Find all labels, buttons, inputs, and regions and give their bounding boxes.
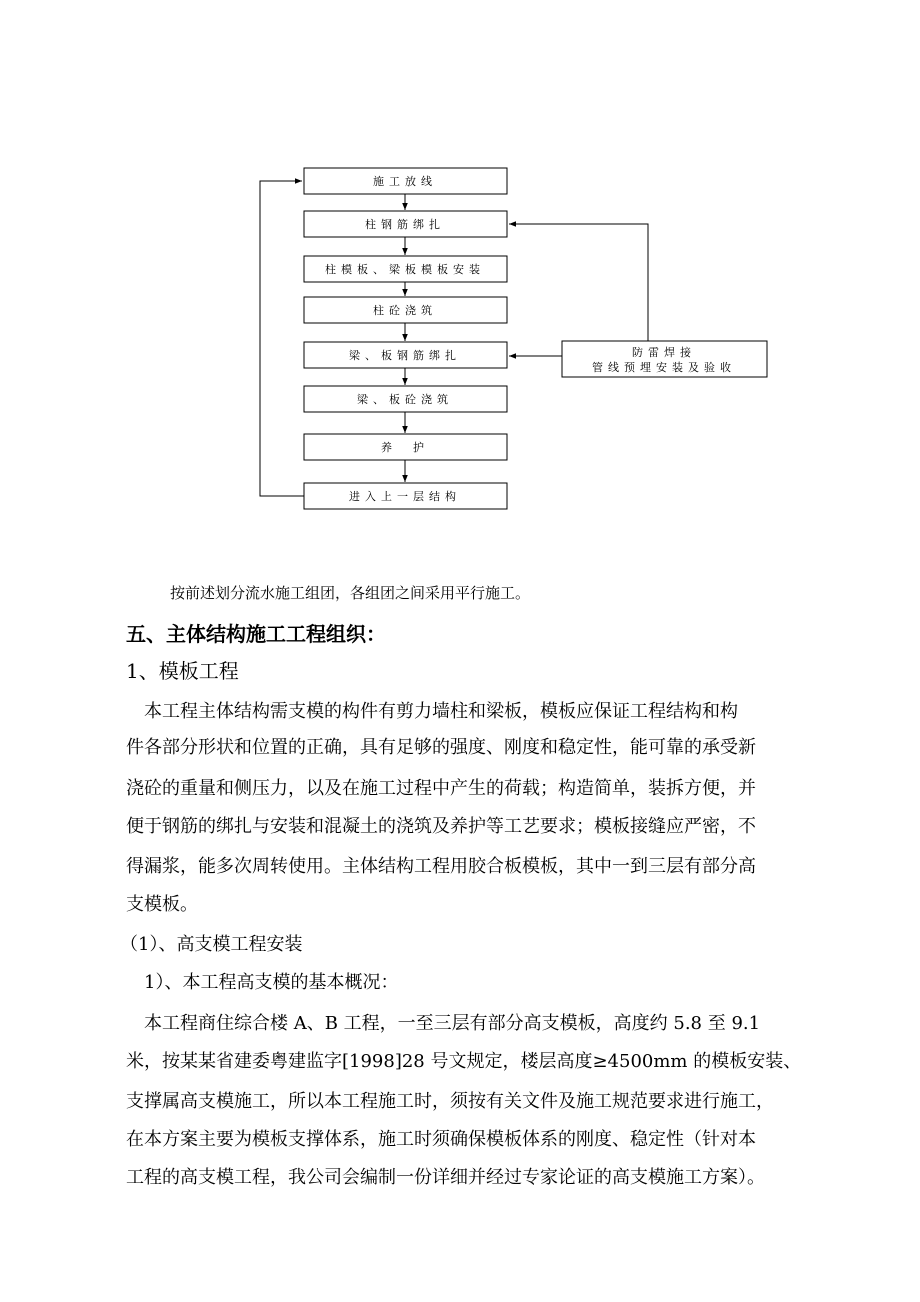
construction-flowchart — [0, 0, 920, 560]
paragraph-1-line-6: 支模板。 — [126, 894, 198, 915]
flowchart-caption: 按前述划分流水施工组团，各组团之间采用平行施工。 — [170, 584, 531, 602]
item-1-1-heading: 1）、本工程高支模的基本概况： — [126, 972, 399, 993]
flow-step-7 — [304, 434, 507, 460]
paragraph-2-line-2: 米，按某某省建委粤建监字[1998]28 号文规定，楼层高度≥4500mm 的模板安装、 — [126, 1051, 802, 1072]
paragraph-2-line-4: 在本方案主要为模板支撑体系，施工时须确保模板体系的刚度、稳定性（针对本 — [126, 1129, 756, 1150]
paragraph-2-line-3: 支撑属高支模施工，所以本工程施工时，须按有关文件及施工规范要求进行施工， — [126, 1091, 774, 1112]
paragraph-1-line-3: 浇砼的重量和侧压力，以及在施工过程中产生的荷载；构造简单，装拆方便，并 — [126, 778, 756, 799]
flow-step-3-label: 柱模板、梁板模板安装 — [325, 263, 485, 276]
side-box-line-1: 防雷焊接 — [632, 346, 696, 359]
flow-step-1 — [304, 168, 507, 194]
flow-step-2 — [304, 211, 507, 237]
flow-step-8 — [304, 483, 507, 509]
side-box-line-2: 管线预埋安装及验收 — [592, 361, 736, 374]
flow-step-7-label: 养 护 — [381, 441, 429, 454]
paragraph-2-line-1: 本工程商住综合楼 A、B 工程，一至三层有部分高支模板，高度约 5.8 至 9.1 — [126, 1013, 761, 1034]
paragraph-1-line-5: 得漏浆，能多次周转使用。主体结构工程用胶合板模板，其中一到三层有部分高 — [126, 856, 756, 877]
subsection-title: 1、模板工程 — [126, 659, 239, 683]
paragraph-1-line-2: 件各部分形状和位置的正确，具有足够的强度、刚度和稳定性，能可靠的承受新 — [126, 737, 756, 758]
flow-step-6-label: 梁、板砼浇筑 — [357, 393, 453, 406]
paragraph-1-line-1: 本工程主体结构需支模的构件有剪力墙柱和梁板，模板应保证工程结构和构 — [126, 701, 738, 722]
section-title: 五、主体结构施工工程组织： — [126, 622, 386, 646]
flow-loop-arrow — [260, 181, 304, 496]
flow-step-4-label: 柱砼浇筑 — [373, 304, 437, 317]
flow-step-3 — [304, 256, 507, 282]
flow-step-4 — [304, 297, 507, 323]
flow-step-5-label: 梁、板钢筋绑扎 — [349, 349, 461, 362]
paragraph-2-line-5: 工程的高支模工程，我公司会编制一份详细并经过专家论证的高支模施工方案）。 — [126, 1167, 765, 1188]
flow-step-5 — [304, 342, 507, 368]
flow-step-1-label: 施工放线 — [373, 175, 437, 188]
flow-step-8-label: 进入上一层结构 — [349, 490, 461, 503]
paragraph-1-line-4: 便于钢筋的绑扎与安装和混凝土的浇筑及养护等工艺要求；模板接缝应严密，不 — [126, 816, 756, 837]
flow-side-box — [562, 341, 767, 377]
flow-step-2-label: 柱钢筋绑扎 — [365, 218, 445, 231]
item-1-heading: （1）、高支模工程安装 — [120, 934, 303, 955]
side-arrow-to-step-2 — [509, 224, 648, 341]
flow-step-6 — [304, 386, 507, 412]
